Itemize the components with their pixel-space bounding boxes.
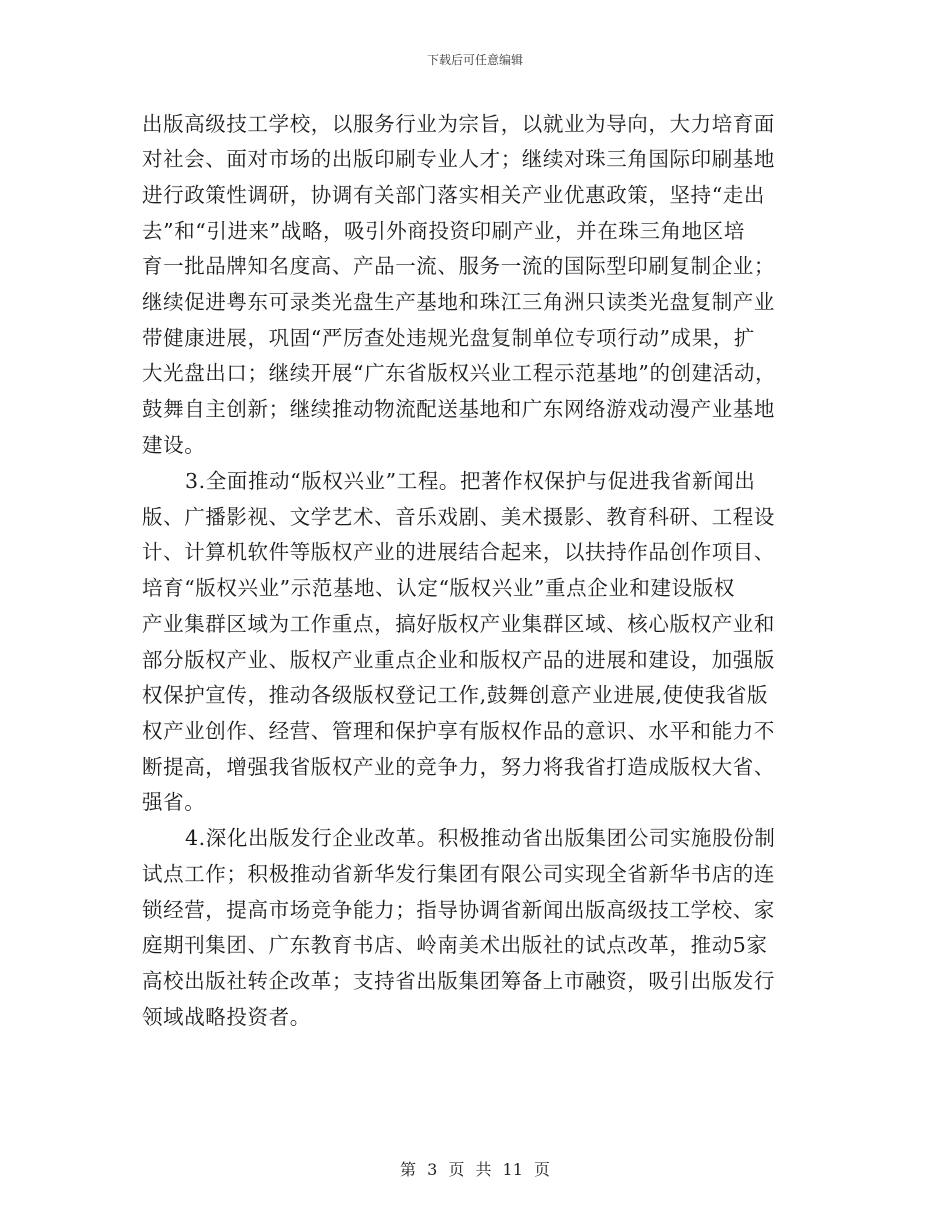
text-line: 育一批品牌知名度高、产品一流、服务一流的国际型印刷复制企业； bbox=[142, 254, 775, 278]
text-line: 进行政策性调研，协调有关部门落实相关产业优惠政策，坚持“走出 bbox=[142, 183, 765, 207]
text-line: 带健康进展，巩固“严厉查处违规光盘复制单位专项行动”成果，扩 bbox=[142, 326, 755, 350]
text-line: 试点工作；积极推动省新华发行集团有限公司实现全省新华书店的连 bbox=[142, 862, 775, 886]
text-line: 大光盘出口；继续开展“广东省版权兴业工程示范基地”的创建活动， bbox=[142, 361, 777, 385]
text-line: 锁经营，提高市场竞争能力；指导协调省新闻出版高级技工学校、家 bbox=[142, 898, 775, 922]
text-line: 高校出版社转企改革；支持省出版集团筹备上市融资，吸引出版发行 bbox=[142, 969, 775, 993]
text-line: 断提高，增强我省版权产业的竞争力，努力将我省打造成版权大省、 bbox=[142, 755, 775, 779]
text-line: 计、计算机软件等版权产业的进展结合起来，以扶持作品创作项目、 bbox=[142, 540, 775, 564]
text-line: 权保护宣传，推动各级版权登记工作,鼓舞创意产业进展,使使我省版 bbox=[142, 683, 769, 707]
text-line: 去”和“引进来”战略，吸引外商投资印刷产业，并在珠三角地区培 bbox=[142, 219, 745, 243]
page-header: 下载后可任意编辑 bbox=[426, 53, 523, 67]
text-line: 部分版权产业、版权产业重点企业和版权产品的进展和建设，加强版 bbox=[142, 648, 775, 672]
page-footer: 第 3 页 共 11 页 bbox=[400, 1160, 550, 1179]
text-line: 庭期刊集团、广东教育书店、岭南美术出版社的试点改革，推动5家 bbox=[142, 933, 768, 957]
text-line: 领域战略投资者。 bbox=[142, 1005, 311, 1029]
text-line: 鼓舞自主创新；继续推动物流配送基地和广东网络游戏动漫产业基地 bbox=[142, 397, 775, 421]
text-line: 产业集群区域为工作重点，搞好版权产业集群区域、核心版权产业和 bbox=[142, 612, 775, 636]
text-line: 对社会、面对市场的出版印刷专业人才；继续对珠三角国际印刷基地 bbox=[142, 147, 775, 171]
text-line: 继续促进粤东可录类光盘生产基地和珠江三角洲只读类光盘复制产业 bbox=[142, 290, 775, 314]
paragraph-start-line: 4.深化出版发行企业改革。积极推动省出版集团公司实施股份制 bbox=[185, 826, 776, 850]
text-line: 出版高级技工学校，以服务行业为宗旨，以就业为导向，大力培育面 bbox=[142, 112, 775, 136]
text-line: 权产业创作、经营、管理和保护享有版权作品的意识、水平和能力不 bbox=[142, 719, 775, 743]
text-line: 建设。 bbox=[142, 433, 206, 457]
text-line: 强省。 bbox=[142, 790, 206, 814]
text-line: 版、广播影视、文学艺术、音乐戏剧、美术摄影、教育科研、工程设 bbox=[142, 505, 775, 529]
paragraph-start-line: 3.全面推动“版权兴业”工程。把著作权保护与促进我省新闻出 bbox=[185, 469, 756, 493]
text-line: 培育“版权兴业”示范基地、认定“版权兴业”重点企业和建设版权 bbox=[142, 576, 735, 600]
